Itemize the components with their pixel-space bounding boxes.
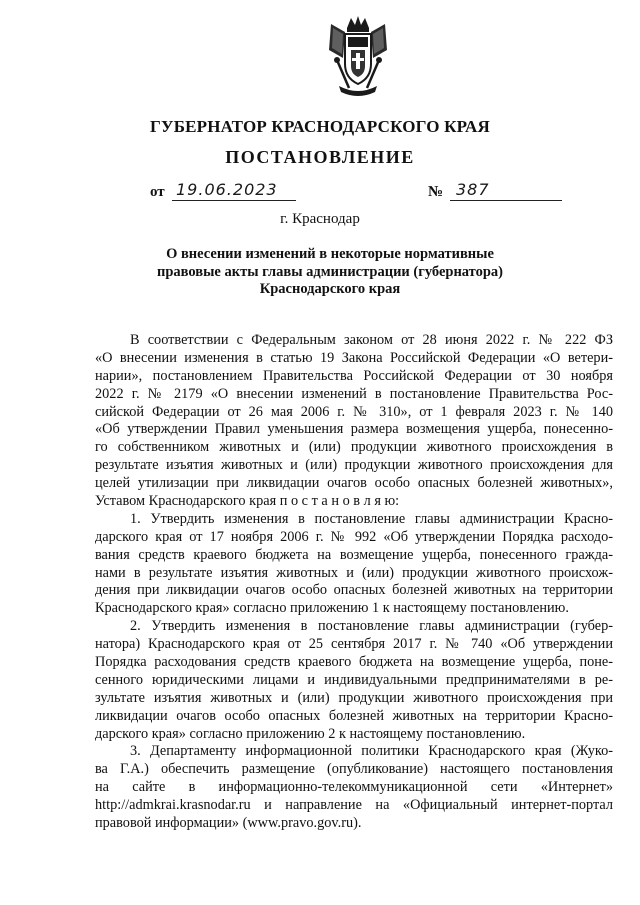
body-line: дарского края от 17 ноября 2006 г. № 992 «Об утверждении Порядка расходо- — [95, 528, 613, 545]
body-line: «О внесении изменения в статью 19 Закона Российской Федерации «О ветери- — [95, 349, 613, 366]
document-body — [95, 332, 613, 833]
number-prefix: № — [428, 184, 444, 200]
body-line: нарии», постановлением Правительства Российской Федерации от 30 ноября — [95, 367, 613, 384]
body-line: правовой информации» (www.pravo.gov.ru). — [95, 815, 362, 832]
body-line: http://admkrai.krasnodar.ru и направление на «Официальный интернет-портал — [95, 797, 613, 814]
body-line: 1. Утвердить изменения в постановление главы администрации Красно- — [130, 510, 613, 527]
body-line: дения при ликвидации очагов особо опасных болезней животных на территории — [95, 582, 613, 599]
subject-line: правовые акты главы администрации (губернатора) — [156, 263, 504, 280]
body-line: сенного юридическими лицами и индивидуальными предпринимателями в ре- — [95, 671, 613, 688]
body-line: В соответствии с Федеральным законом от 28 июня 2022 г. № 222 ФЗ — [130, 332, 613, 348]
body-line: натора) Краснодарского края от 25 сентября 2017 г. № 740 «Об утверждении — [95, 636, 613, 653]
krasnodar-coat-of-arms-icon — [325, 14, 391, 98]
body-line: целей утилизации при ликвидации очагов особо опасных болезней животных», — [95, 475, 613, 492]
subject-line: Краснодарского края — [259, 281, 401, 297]
body-line: Краснодарского края» согласно приложению 1 к настоящему постановлению. — [95, 600, 569, 617]
document-type: ПОСТАНОВЛЕНИЕ — [225, 147, 415, 167]
body-line: вания средств краевого бюджета на возмещение ущерба, понесенного гражда- — [95, 546, 613, 563]
body-line: 2022 г. № 2179 «О внесении изменений в постановление Правительства Рос- — [95, 385, 613, 402]
body-line: Порядка расходования средств краевого бюджета на возмещение ущерба, поне- — [95, 654, 613, 671]
body-line: Уставом Краснодарского края п о с т а н о в л я ю: — [95, 493, 400, 510]
body-line: 3. Департаменту информационной политики Краснодарского края (Жуко- — [130, 743, 613, 760]
body-line: зультате изъятия животных и (или) продукции животного происхождения при — [95, 689, 613, 706]
body-line: го собственником животных и (или) продукции животного происхождения в — [95, 439, 613, 456]
body-line: на сайте в информационно-телекоммуникационной сети «Интернет» — [95, 779, 613, 796]
city: г. Краснодар — [280, 211, 360, 227]
date-number-row — [150, 180, 570, 204]
issuer-title: ГУБЕРНАТОР КРАСНОДАРСКОГО КРАЯ — [150, 117, 490, 136]
subject-line: О внесении изменений в некоторые нормативные — [166, 246, 494, 262]
date-prefix: от — [150, 184, 165, 200]
body-line: нами в результате изъятия животных и (или) продукции животного происхож- — [95, 564, 613, 581]
body-line: ва Г.А.) обеспечить размещение (опубликование) настоящего постановления — [95, 761, 613, 778]
body-line: 2. Утвердить изменения в постановление главы администрации (губер- — [130, 618, 613, 635]
body-line: сийской Федерации от 26 мая 2006 г. № 310», от 1 февраля 2023 г. № 140 — [95, 403, 613, 420]
document-number: 387 — [450, 180, 562, 201]
document-subject — [120, 246, 540, 299]
body-line: ликвидации очагов особо опасных болезней животных на территории Красно- — [95, 707, 613, 724]
document-date: 19.06.2023 — [172, 180, 296, 201]
body-line: дарского края» согласно приложению 2 к настоящему постановлению. — [95, 725, 526, 742]
body-line: «Об утверждении Правил уменьшения размера возмещения ущерба, понесенно- — [95, 421, 613, 438]
body-line: результате изъятия животных и (или) продукции животного происхождения для — [95, 457, 613, 474]
